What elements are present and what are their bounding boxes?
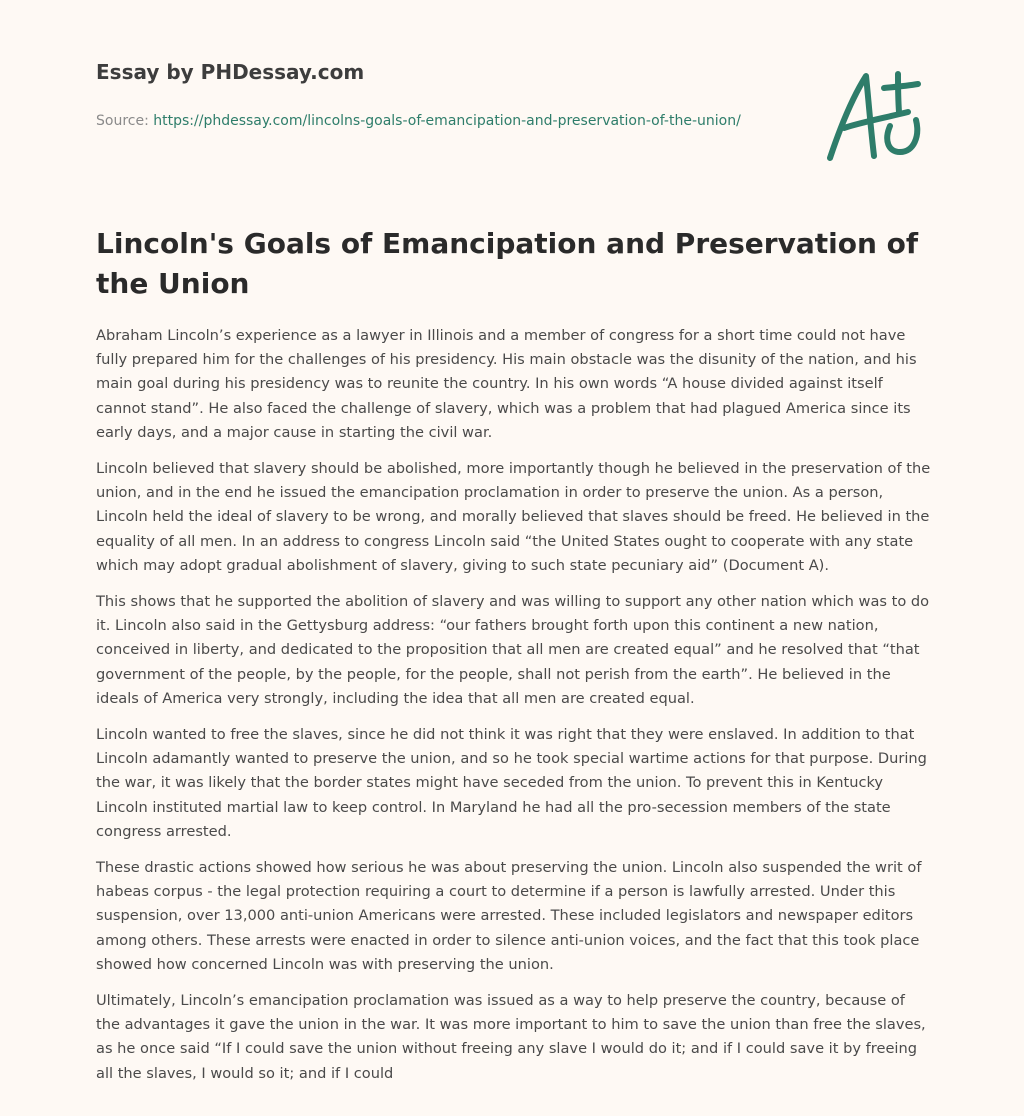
paragraph: Abraham Lincoln’s experience as a lawyer in Illinois and a member of congress for a short time could not have fully prepared him for the challenges of his presidency. His main obstacle was the disunity of the nation, and his main goal during his presidency was to reunite the country. In his own words “A house divided against itself cannot stand”. He also faced the challenge of slavery, which was a problem that had plagued America since its early days, and a major cause in starting the civil war. bbox=[96, 327, 917, 441]
source-link[interactable]: https://phdessay.com/lincolns-goals-of-emancipation-and-preservation-of-the-union/ bbox=[153, 113, 741, 129]
article-title: Lincoln's Goals of Emancipation and Preservation of the Union bbox=[96, 227, 919, 300]
source-label: Source: bbox=[96, 113, 149, 129]
paragraph: These drastic actions showed how serious he was about preserving the union. Lincoln also suspended the writ of habeas corpus - the legal protection requiring a court to determine if a person is lawfully arrested. Under this suspension, over 13,000 anti-union Americans were arrested. These included legislators and newspaper editors among others. These arrests were enacted in order to silence anti-union voices, and the fact that this took place showed how concerned Lincoln was with preserving the union. bbox=[96, 859, 922, 973]
article-body bbox=[96, 324, 932, 1098]
paragraph: Lincoln believed that slavery should be abolished, more importantly though he believed in the preservation of the union, and in the end he issued the emancipation proclamation in order to preserve the union. As a person, Lincoln held the ideal of slavery to be wrong, and morally believed that slaves should be freed. He believed in the equality of all men. In an address to congress Lincoln said “the United States ought to cooperate with any state which may adopt gradual abolishment of slavery, giving to such state pecuniary aid” (Document A). bbox=[96, 460, 931, 574]
site-brand: Essay by PHDessay.com bbox=[96, 60, 365, 84]
paragraph: This shows that he supported the abolition of slavery and was willing to support any other nation which was to do it. Lincoln also said in the Gettysburg address: “our fathers brought forth upon this continent a new nation, conceived in liberty, and dedicated to the proposition that all men are created equal” and he resolved that “that government of the people, by the people, for the people, shall not perish from the earth”. He believed in the ideals of America very strongly, including the idea that all men are created equal. bbox=[96, 593, 930, 707]
page-header bbox=[96, 60, 776, 132]
a-plus-logo-icon bbox=[822, 66, 932, 166]
paragraph: Lincoln wanted to free the slaves, since he did not think it was right that they were enslaved. In addition to that Lincoln adamantly wanted to preserve the union, and so he took special wartime actions for that purpose. During the war, it was likely that the border states might have seceded from the union. To prevent this in Kentucky Lincoln instituted martial law to keep control. In Maryland he had all the pro-secession members of the state congress arrested. bbox=[96, 726, 927, 840]
paragraph: Ultimately, Lincoln’s emancipation proclamation was issued as a way to help preserve the country, because of the advantages it gave the union in the war. It was more important to him to save the union than free the slaves, as he once said “If I could save the union without freeing any slave I would do it; and if I could save it by freeing all the slaves, I would so it; and if I could bbox=[96, 992, 926, 1082]
source-line bbox=[96, 110, 776, 132]
